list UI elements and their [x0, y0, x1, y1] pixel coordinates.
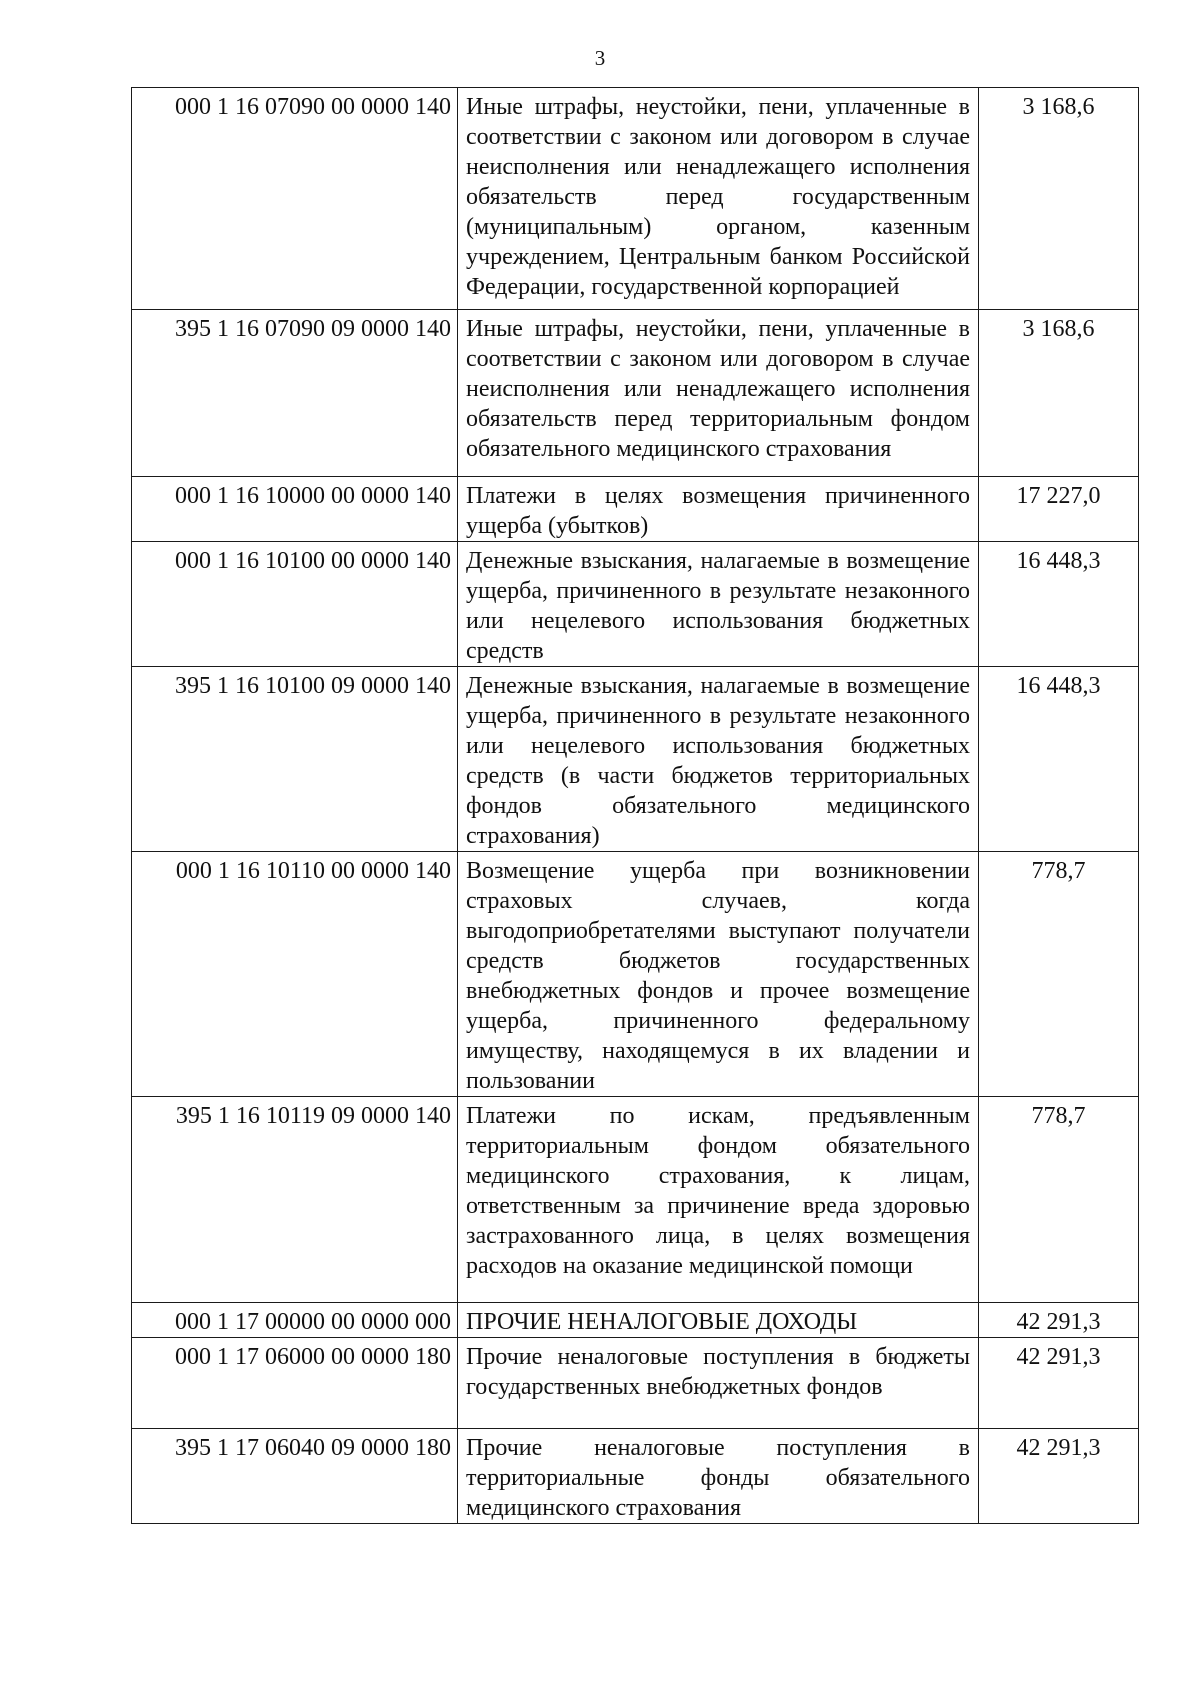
table-row: [132, 1303, 1139, 1338]
amount-cell: 42 291,3: [979, 1303, 1139, 1338]
budget-code-cell: 395 1 16 10119 09 0000 140: [132, 1097, 458, 1303]
table-row: [132, 88, 1139, 310]
budget-code-cell: 395 1 16 07090 09 0000 140: [132, 310, 458, 477]
description-cell: Платежи по искам, предъявленным территориальным фондом обязательного медицинского страхования, к лицам, ответственным за причинение вреда здоровью застрахованного лица, в целях возмещения расходов на оказание медицинской помощи: [458, 1097, 979, 1303]
table-row: [132, 667, 1139, 852]
amount-cell: 16 448,3: [979, 542, 1139, 667]
table-row: [132, 852, 1139, 1097]
table-row: [132, 1429, 1139, 1524]
description-cell: Прочие неналоговые поступления в территориальные фонды обязательного медицинского страхования: [458, 1429, 979, 1524]
description-cell: Прочие неналоговые поступления в бюджеты государственных внебюджетных фондов: [458, 1338, 979, 1429]
description-cell: Возмещение ущерба при возникновении страховых случаев, когда выгодоприобретателями выступают получатели средств бюджетов государственных внебюджетных фондов и прочее возмещение ущерба, причиненного федеральному имуществу, находящемуся в их владении и пользовании: [458, 852, 979, 1097]
budget-code-cell: 395 1 16 10100 09 0000 140: [132, 667, 458, 852]
table-row: [132, 477, 1139, 542]
description-cell: Денежные взыскания, налагаемые в возмещение ущерба, причиненного в результате незаконного или нецелевого использования бюджетных средств: [458, 542, 979, 667]
amount-cell: 778,7: [979, 1097, 1139, 1303]
table-row: [132, 542, 1139, 667]
description-cell: ПРОЧИЕ НЕНАЛОГОВЫЕ ДОХОДЫ: [458, 1303, 979, 1338]
table-row: [132, 1097, 1139, 1303]
budget-code-cell: 000 1 17 00000 00 0000 000: [132, 1303, 458, 1338]
amount-cell: 42 291,3: [979, 1429, 1139, 1524]
table-row: [132, 310, 1139, 477]
amount-cell: 16 448,3: [979, 667, 1139, 852]
amount-cell: 778,7: [979, 852, 1139, 1097]
description-cell: Иные штрафы, неустойки, пени, уплаченные в соответствии с законом или договором в случае неисполнения или ненадлежащего исполнения обязательств перед территориальным фондом обязательного медицинского страхования: [458, 310, 979, 477]
budget-code-cell: 000 1 16 10100 00 0000 140: [132, 542, 458, 667]
budget-code-cell: 000 1 16 07090 00 0000 140: [132, 88, 458, 310]
budget-code-cell: 395 1 17 06040 09 0000 180: [132, 1429, 458, 1524]
description-cell: Иные штрафы, неустойки, пени, уплаченные в соответствии с законом или договором в случае неисполнения или ненадлежащего исполнения обязательств перед государственным (муниципальным) органом, казенным учреждением, Центральным банком Российской Федерации, государственной корпорацией: [458, 88, 979, 310]
budget-code-cell: 000 1 16 10110 00 0000 140: [132, 852, 458, 1097]
description-cell: Платежи в целях возмещения причиненного ущерба (убытков): [458, 477, 979, 542]
amount-cell: 42 291,3: [979, 1338, 1139, 1429]
budget-code-cell: 000 1 17 06000 00 0000 180: [132, 1338, 458, 1429]
table-row: [132, 1338, 1139, 1429]
budget-revenue-table: [131, 87, 1139, 1524]
description-cell: Денежные взыскания, налагаемые в возмещение ущерба, причиненного в результате незаконного или нецелевого использования бюджетных средств (в части бюджетов территориальных фондов обязательного медицинского страхования): [458, 667, 979, 852]
amount-cell: 3 168,6: [979, 88, 1139, 310]
budget-code-cell: 000 1 16 10000 00 0000 140: [132, 477, 458, 542]
page-number: 3: [594, 46, 606, 70]
amount-cell: 3 168,6: [979, 310, 1139, 477]
amount-cell: 17 227,0: [979, 477, 1139, 542]
